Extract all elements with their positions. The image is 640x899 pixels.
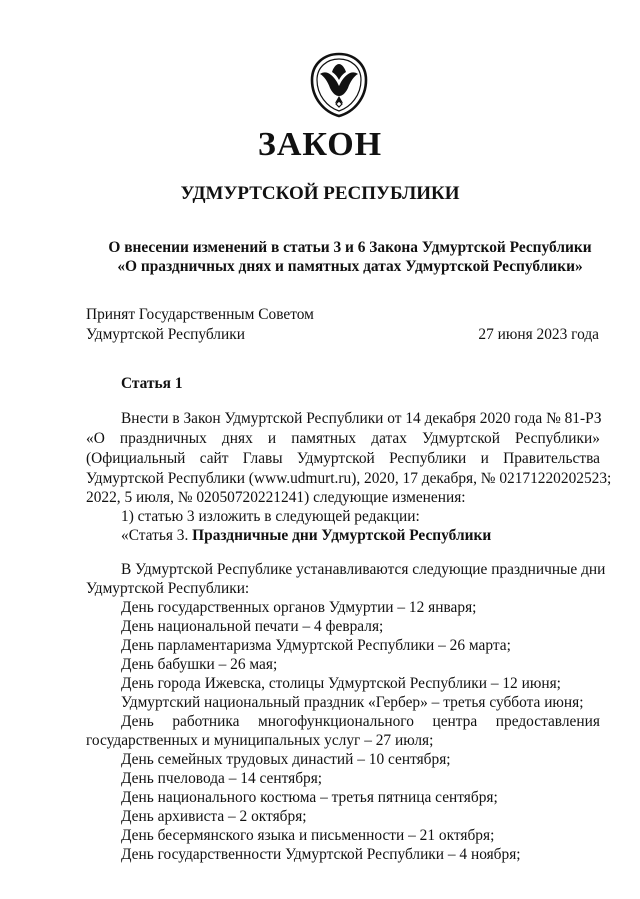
- holiday-item: День национального костюма – третья пятница сентября;: [121, 789, 498, 806]
- holiday-item: День семейных трудовых династий – 10 сентября;: [121, 751, 451, 768]
- document-title: ЗАКОН: [257, 126, 383, 163]
- word: и: [267, 430, 277, 447]
- word: и: [480, 450, 489, 467]
- word: центра: [432, 713, 478, 730]
- holiday-item: День бесермянского языка и письменности – 21 октября;: [121, 827, 495, 844]
- paragraph-line: Внести в Закон Удмуртской Республики от 14 декабря 2020 года № 81-РЗ: [121, 410, 602, 427]
- holiday-item: День национальной печати – 4 февраля;: [121, 618, 384, 635]
- document-subtitle: УДМУРТСКОЙ РЕСПУБЛИКИ: [180, 183, 460, 204]
- holiday-item: День пчеловода – 14 сентября;: [121, 770, 323, 787]
- word: (Официальный: [86, 450, 186, 467]
- subject-line-1: О внесении изменений в статьи 3 и 6 Закона Удмуртской Республики: [108, 239, 592, 256]
- holiday-item: День государственных органов Удмуртии – 12 января;: [121, 599, 477, 616]
- word: сайт: [199, 450, 229, 467]
- holiday-item: Удмуртский национальный праздник «Гербер» – третья суббота июня;: [121, 694, 584, 711]
- adoption-body-2: Удмуртской Республики: [86, 326, 245, 343]
- paragraph-line-justified: [86, 449, 600, 468]
- holiday-item: День города Ижевска, столицы Удмуртской Республики – 12 июня;: [121, 675, 561, 692]
- word: работника: [172, 713, 240, 730]
- word: Удмуртской: [422, 430, 500, 447]
- coat-of-arms-icon: [310, 52, 368, 118]
- quote-title: Праздничные дни Удмуртской Республики: [192, 527, 492, 544]
- holiday-item-justified: [121, 712, 600, 731]
- word: «О: [86, 430, 105, 447]
- subject-line-2: «О праздничных днях и памятных датах Удмуртской Республики»: [117, 258, 583, 275]
- article-heading: Статья 1: [121, 375, 183, 392]
- word: Республики: [389, 450, 467, 467]
- paragraph-line: В Удмуртской Республике устанавливаются следующие праздничные дни: [121, 561, 606, 578]
- amendment-item: 1) статью 3 изложить в следующей редакции:: [121, 508, 420, 525]
- holiday-item: День архивиста – 2 октября;: [121, 808, 307, 825]
- word: Удмуртской: [296, 450, 375, 467]
- word: памятных: [291, 430, 357, 447]
- paragraph-line: 2022, 5 июля, № 02050720221241) следующие изменения:: [86, 489, 466, 506]
- word: День: [121, 713, 154, 730]
- quoted-article-heading: [121, 526, 491, 545]
- word: праздничных: [119, 430, 207, 447]
- quote-prefix: «Статья 3.: [121, 527, 193, 544]
- holiday-item-continuation: государственных и муниципальных услуг – 27 июля;: [86, 732, 434, 749]
- word: многофункционального: [258, 713, 414, 730]
- holiday-item: День парламентаризма Удмуртской Республики – 26 марта;: [121, 637, 511, 654]
- paragraph-line: Удмуртской Республики (www.udmurt.ru), 2020, 17 декабря, № 02171220202523;: [86, 470, 612, 487]
- holiday-item: День бабушки – 26 мая;: [121, 656, 278, 673]
- word: датах: [371, 430, 407, 447]
- word: Правительства: [503, 450, 600, 467]
- adoption-body: Принят Государственным Советом: [86, 306, 314, 323]
- word: днях: [221, 430, 253, 447]
- adoption-date: 27 июня 2023 года: [478, 326, 599, 343]
- paragraph-line: Удмуртской Республики:: [86, 580, 250, 597]
- holiday-item: День государственности Удмуртской Республики – 4 ноября;: [121, 846, 521, 863]
- word: предоставления: [495, 713, 600, 730]
- paragraph-line-justified: [86, 429, 600, 448]
- word: Главы: [242, 450, 283, 467]
- word: Республики»: [515, 430, 600, 447]
